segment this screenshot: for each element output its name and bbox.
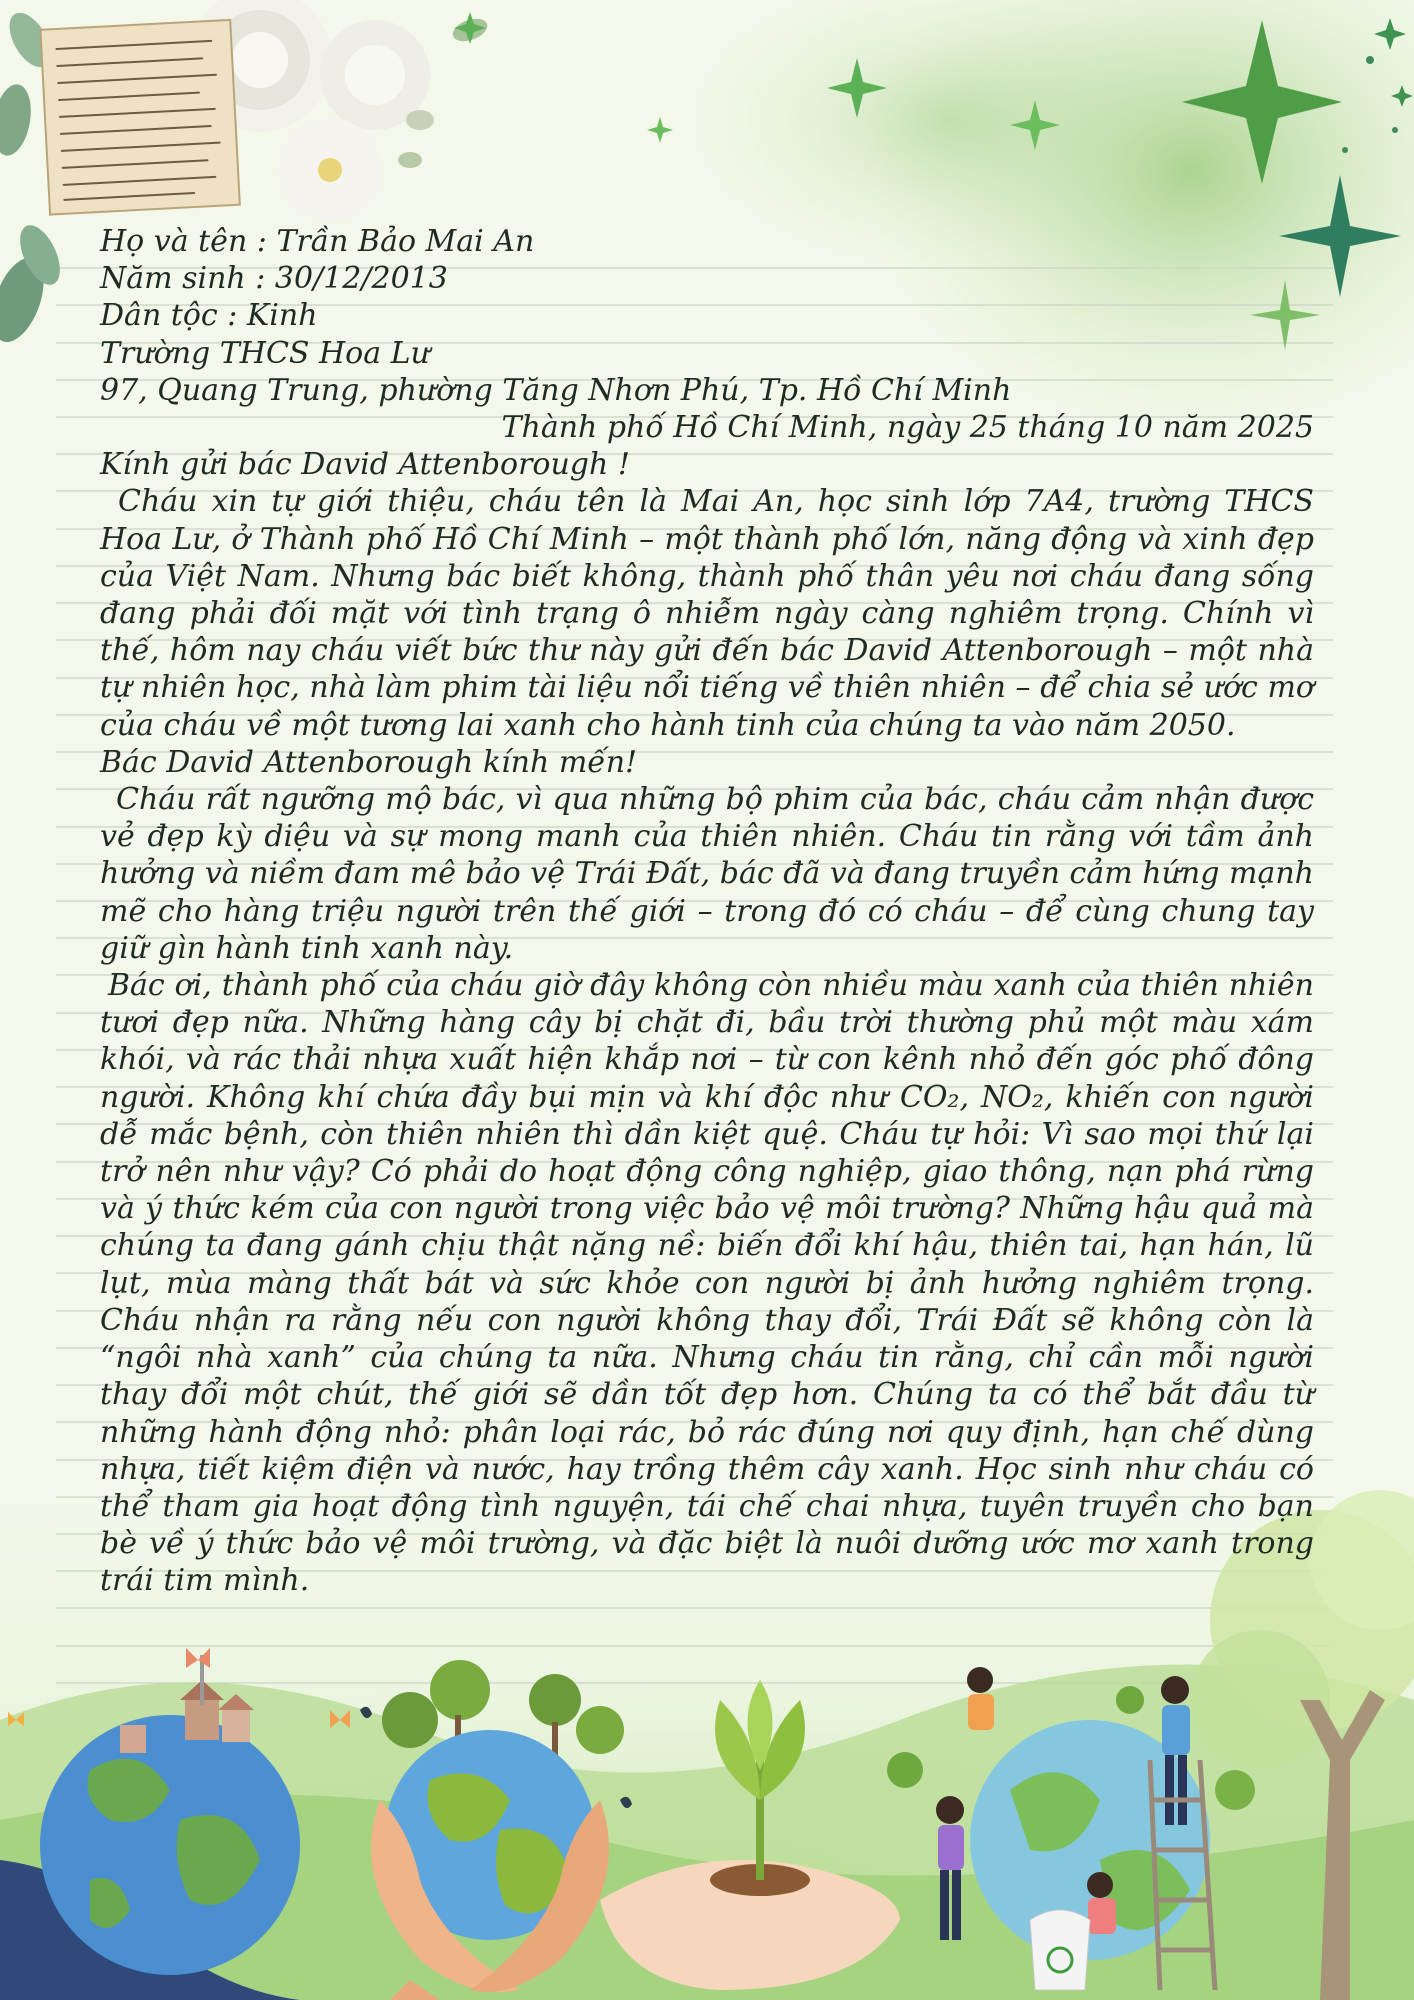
sender-address: 97, Quang Trung, phường Tăng Nhơn Phú, Tp. Hồ Chí Minh [100,372,1012,408]
salutation-2: Bác David Attenborough kính mến! [100,744,638,780]
handwritten-letter-paper [40,20,239,215]
paragraph-introduction: Cháu xin tự giới thiệu, cháu tên là Mai An, học sinh lớp 7A4, trường THCS Hoa Lư, ở Thành phố Hồ Chí Minh – một thành phố lớn, năng động và xinh đẹp của Việt Nam. Nhưng bác biết không, thành phố thân yêu nơi cháu đang sống đang phải đối mặt với tình trạng ô nhiễm ngày càng nghiêm trọng. Chính vì thế, hôm nay cháu viết bức thư này gửi đến bác David Attenborough – một nhà tự nhiên học, nhà làm phim tài liệu nổi tiếng về thiên nhiên – để chia sẻ ước mơ của cháu về một tương lai xanh cho hành tinh của chúng ta vào năm 2050. [100,484,1314,743]
sender-birth: Năm sinh : 30/12/2013 [100,261,448,297]
letter-body [100,223,1314,1600]
sender-name: Họ và tên : Trần Bảo Mai An [100,224,535,259]
sender-school: Trường THCS Hoa Lư [100,335,430,371]
paragraph-admiration: Cháu rất ngưỡng mộ bác, vì qua những bộ phim của bác, cháu cảm nhận được vẻ đẹp kỳ diệu và sự mong manh của thiên nhiên. Cháu tin rằng với tầm ảnh hưởng và niềm đam mê bảo vệ Trái Đất, bác đã và đang truyền cảm hứng mạnh mẽ cho hàng triệu người trên thế giới – trong đó có cháu – để cùng chung tay giữ gìn hành tinh xanh này. [100,782,1314,966]
salutation: Kính gửi bác David Attenborough ! [100,447,630,483]
earth-globe-icon [40,1715,300,1975]
letter-date: Thành phố Hồ Chí Minh, ngày 25 tháng 10 năm 2025 [501,410,1314,446]
sender-ethnicity: Dân tộc : Kinh [100,298,318,334]
paragraph-environment: Bác ơi, thành phố của cháu giờ đây không còn nhiều màu xanh của thiên nhiên tươi đẹp nữa. Những hàng cây bị chặt đi, bầu trời thường phủ một màu xám khói, và rác thải nhựa xuất hiện khắp nơi – từ con kênh nhỏ đến góc phố đông người. Không khí chứa đầy bụi mịn và khí độc như CO₂, NO₂, khiến con người dễ mắc bệnh, còn thiên nhiên thì dần kiệt quệ. Cháu tự hỏi: Vì sao mọi thứ lại trở nên như vậy? Có phải do hoạt động công nghiệp, giao thông, nạn phá rừng và ý thức kém của con người trong việc bảo vệ môi trường? Những hậu quả mà chúng ta đang gánh chịu thật nặng nề: biến đổi khí hậu, thiên tai, hạn hán, lũ lụt, mùa màng thất bát và sức khỏe con người bị ảnh hưởng nghiêm trọng. Cháu nhận ra rằng nếu con người không thay đổi, Trái Đất sẽ không còn là “ngôi nhà xanh” của chúng ta nữa. Nhưng cháu tin rằng, chỉ cần mỗi người thay đổi một chút, thế giới sẽ dần tốt đẹp hơn. Chúng ta có thể bắt đầu từ những hành động nhỏ: phân loại rác, bỏ rác đúng nơi quy định, hạn chế dùng nhựa, tiết kiệm điện và nước, hay trồng thêm cây xanh. Học sinh như cháu có thể tham gia hoạt động tình nguyện, tái chế chai nhựa, tuyên truyền cho bạn bè về ý thức bảo vệ môi trường, và đặc biệt là nuôi dưỡng ước mơ xanh trong trái tim mình. [100,968,1314,1599]
